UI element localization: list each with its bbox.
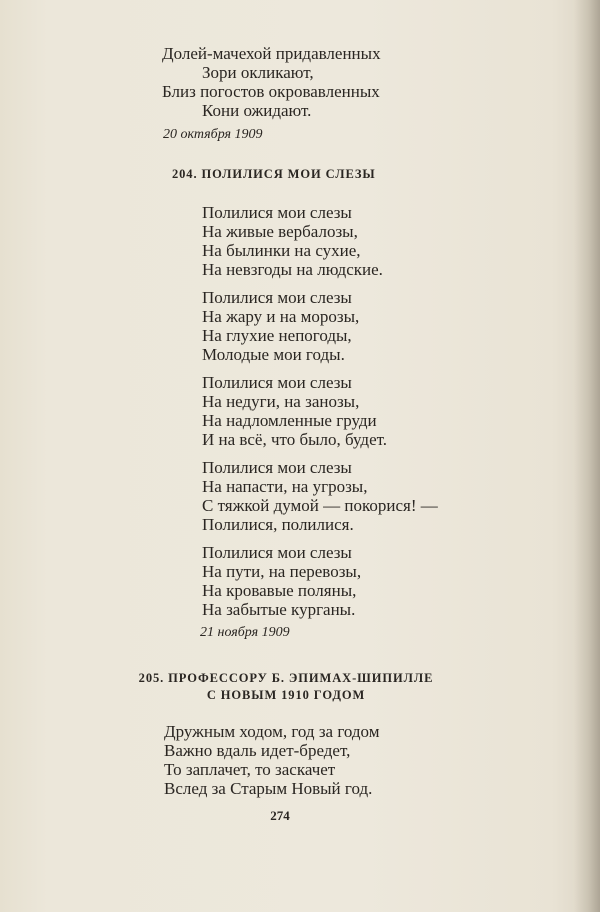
- poem-line: На былинки на сухие,: [202, 241, 361, 260]
- poem-date: 21 ноября 1909: [200, 625, 290, 640]
- poem-line: На глухие непогоды,: [202, 326, 352, 345]
- poem-line: Молодые мои годы.: [202, 345, 345, 364]
- poem-line: Близ погостов окровавленных: [162, 82, 380, 101]
- poem-line: На жару и на морозы,: [202, 307, 360, 326]
- poem-line: Полилися мои слезы: [202, 543, 352, 562]
- poem-line: На кровавые поляны,: [202, 581, 357, 600]
- poem-line: На надломленные груди: [202, 411, 377, 430]
- poem-date: 20 октября 1909: [163, 127, 263, 142]
- poem-line: Полилися, полилися.: [202, 515, 354, 534]
- poem-line: На живые вербалозы,: [202, 222, 358, 241]
- poem-line: На недуги, на занозы,: [202, 392, 360, 411]
- poem-line: Полилися мои слезы: [202, 458, 352, 477]
- poem-line: Зори окликают,: [202, 63, 314, 82]
- poem-line: Полилися мои слезы: [202, 203, 352, 222]
- poem-line: Долей-мачехой придавленных: [162, 44, 381, 63]
- page-number: 274: [270, 808, 290, 823]
- poem-line: Вслед за Старым Новый год.: [164, 779, 373, 798]
- poem-line: Полилися мои слезы: [202, 288, 352, 307]
- poem-line: То заплачет, то заскачет: [164, 760, 336, 779]
- poem-line: На напасти, на угрозы,: [202, 477, 368, 496]
- poem-line: Полилися мои слезы: [202, 373, 352, 392]
- poem-line: На пути, на перевозы,: [202, 562, 362, 581]
- poem-line: Важно вдаль идет-бредет,: [164, 741, 351, 760]
- poem-line: На невзгоды на людские.: [202, 260, 383, 279]
- poem-line: И на всё, что было, будет.: [202, 430, 388, 449]
- page-edge-shadow: [574, 0, 600, 912]
- poem-heading-subtitle: С НОВЫМ 1910 ГОДОМ: [206, 688, 366, 702]
- poem-line: На забытые курганы.: [202, 600, 356, 619]
- poem-heading: 204. ПОЛИЛИСЯ МОИ СЛЕЗЫ: [172, 167, 376, 181]
- poem-line: С тяжкой думой — покорися! —: [202, 496, 438, 515]
- poem-heading: 205. ПРОФЕССОРУ Б. ЭПИМАХ-ШИПИЛЛЕ: [138, 671, 434, 685]
- poem-line: Дружным ходом, год за годом: [164, 722, 380, 741]
- poem-line: Кони ожидают.: [202, 101, 312, 120]
